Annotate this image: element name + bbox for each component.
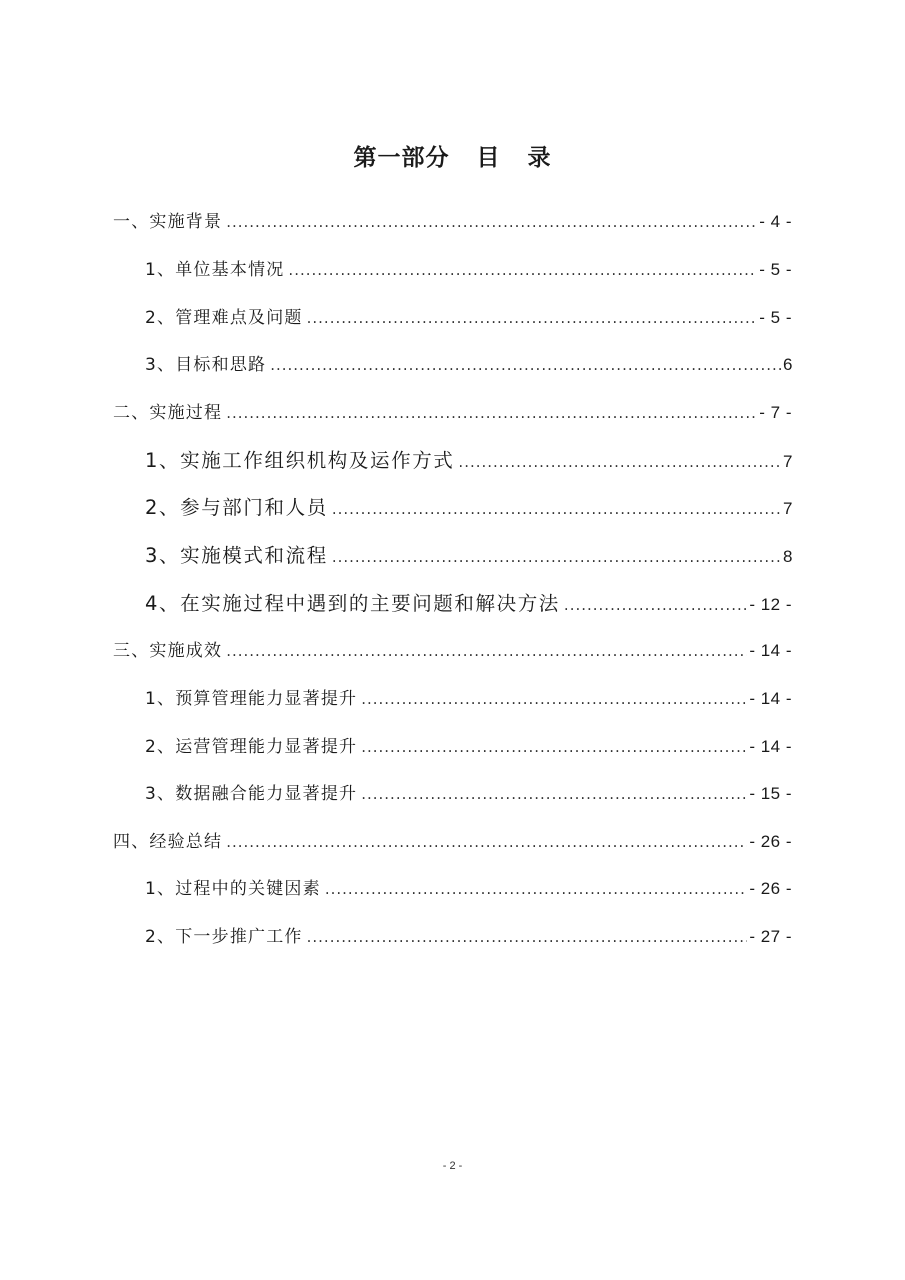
toc-dot-leader xyxy=(270,350,781,380)
toc-entry-text: 1、预算管理能力显著提升 xyxy=(145,689,358,709)
toc-entry-text: 1、实施工作组织机构及运作方式 xyxy=(145,449,455,472)
toc-dot-leader xyxy=(226,398,757,428)
toc-entry-text: 四、经验总结 xyxy=(113,832,223,852)
toc-entry[interactable] xyxy=(145,684,792,714)
toc-page-number: 7 xyxy=(783,499,793,518)
toc-dot-leader xyxy=(288,255,757,285)
toc-dot-leader xyxy=(325,874,747,904)
toc-entry-text: 1、过程中的关键因素 xyxy=(145,879,321,899)
toc-entry[interactable] xyxy=(145,779,792,809)
toc-page-number: - 7 - xyxy=(759,403,792,422)
footer-page-number: - 2 - xyxy=(442,1160,463,1172)
toc-dot-leader xyxy=(458,447,781,477)
toc-entry[interactable] xyxy=(145,493,793,523)
toc-page-number: - 26 - xyxy=(749,832,792,851)
toc-dot-leader xyxy=(361,732,747,762)
toc-page-number: - 26 - xyxy=(749,879,792,898)
toc-page-number: - 5 - xyxy=(759,260,792,279)
toc-dot-leader xyxy=(332,494,781,524)
toc-entry-text: 4、在实施过程中遇到的主要问题和解决方法 xyxy=(145,592,560,615)
toc-page-number: - 4 - xyxy=(759,212,792,231)
toc-page-number: - 27 - xyxy=(749,927,792,946)
toc-entry-text: 一、实施背景 xyxy=(113,212,223,232)
toc-page-number: 8 xyxy=(783,547,793,566)
toc-entry-text: 3、实施模式和流程 xyxy=(145,544,328,567)
toc-entry[interactable] xyxy=(145,350,793,380)
toc-entry[interactable] xyxy=(145,303,792,333)
toc-entry-text: 3、数据融合能力显著提升 xyxy=(145,784,358,804)
page-title: 第一部分 目 录 xyxy=(353,145,552,171)
toc-entry[interactable] xyxy=(113,827,792,857)
toc-dot-leader xyxy=(361,779,747,809)
toc-page-number: - 5 - xyxy=(759,308,792,327)
toc-entry[interactable] xyxy=(113,207,792,237)
toc-dot-leader xyxy=(564,590,747,620)
toc-entry[interactable] xyxy=(145,446,793,476)
toc-entry-text: 2、参与部门和人员 xyxy=(145,496,328,519)
toc-entry[interactable] xyxy=(145,732,792,762)
toc-page-number: - 14 - xyxy=(749,641,792,660)
toc-entry-text: 3、目标和思路 xyxy=(145,355,267,375)
toc-page-number: 7 xyxy=(783,452,793,471)
toc-entry-text: 2、运营管理能力显著提升 xyxy=(145,737,358,757)
toc-page-number: - 15 - xyxy=(749,784,792,803)
toc-dot-leader xyxy=(307,303,758,333)
toc-entry[interactable] xyxy=(145,874,792,904)
toc-entry-text: 二、实施过程 xyxy=(113,403,223,423)
toc-entry[interactable] xyxy=(145,922,792,952)
toc-dot-leader xyxy=(226,636,747,666)
toc-entry-text: 三、实施成效 xyxy=(113,641,223,661)
toc-page-number: - 14 - xyxy=(749,737,792,756)
toc-entry[interactable] xyxy=(145,255,792,285)
toc-entry-text: 2、管理难点及问题 xyxy=(145,308,303,328)
toc-entry[interactable] xyxy=(113,636,792,666)
toc-entry[interactable] xyxy=(145,589,792,619)
toc-dot-leader xyxy=(226,827,747,857)
toc-entry[interactable] xyxy=(145,541,793,571)
toc-dot-leader xyxy=(226,207,757,237)
toc-entry-text: 1、单位基本情况 xyxy=(145,260,285,280)
toc-page-number: 6 xyxy=(783,355,793,374)
toc-dot-leader xyxy=(307,922,748,952)
toc-dot-leader xyxy=(332,542,781,572)
toc-dot-leader xyxy=(361,684,747,714)
toc-entry[interactable] xyxy=(113,398,792,428)
toc-entry-text: 2、下一步推广工作 xyxy=(145,927,303,947)
toc-page-number: - 12 - xyxy=(749,595,792,614)
toc-page-number: - 14 - xyxy=(749,689,792,708)
